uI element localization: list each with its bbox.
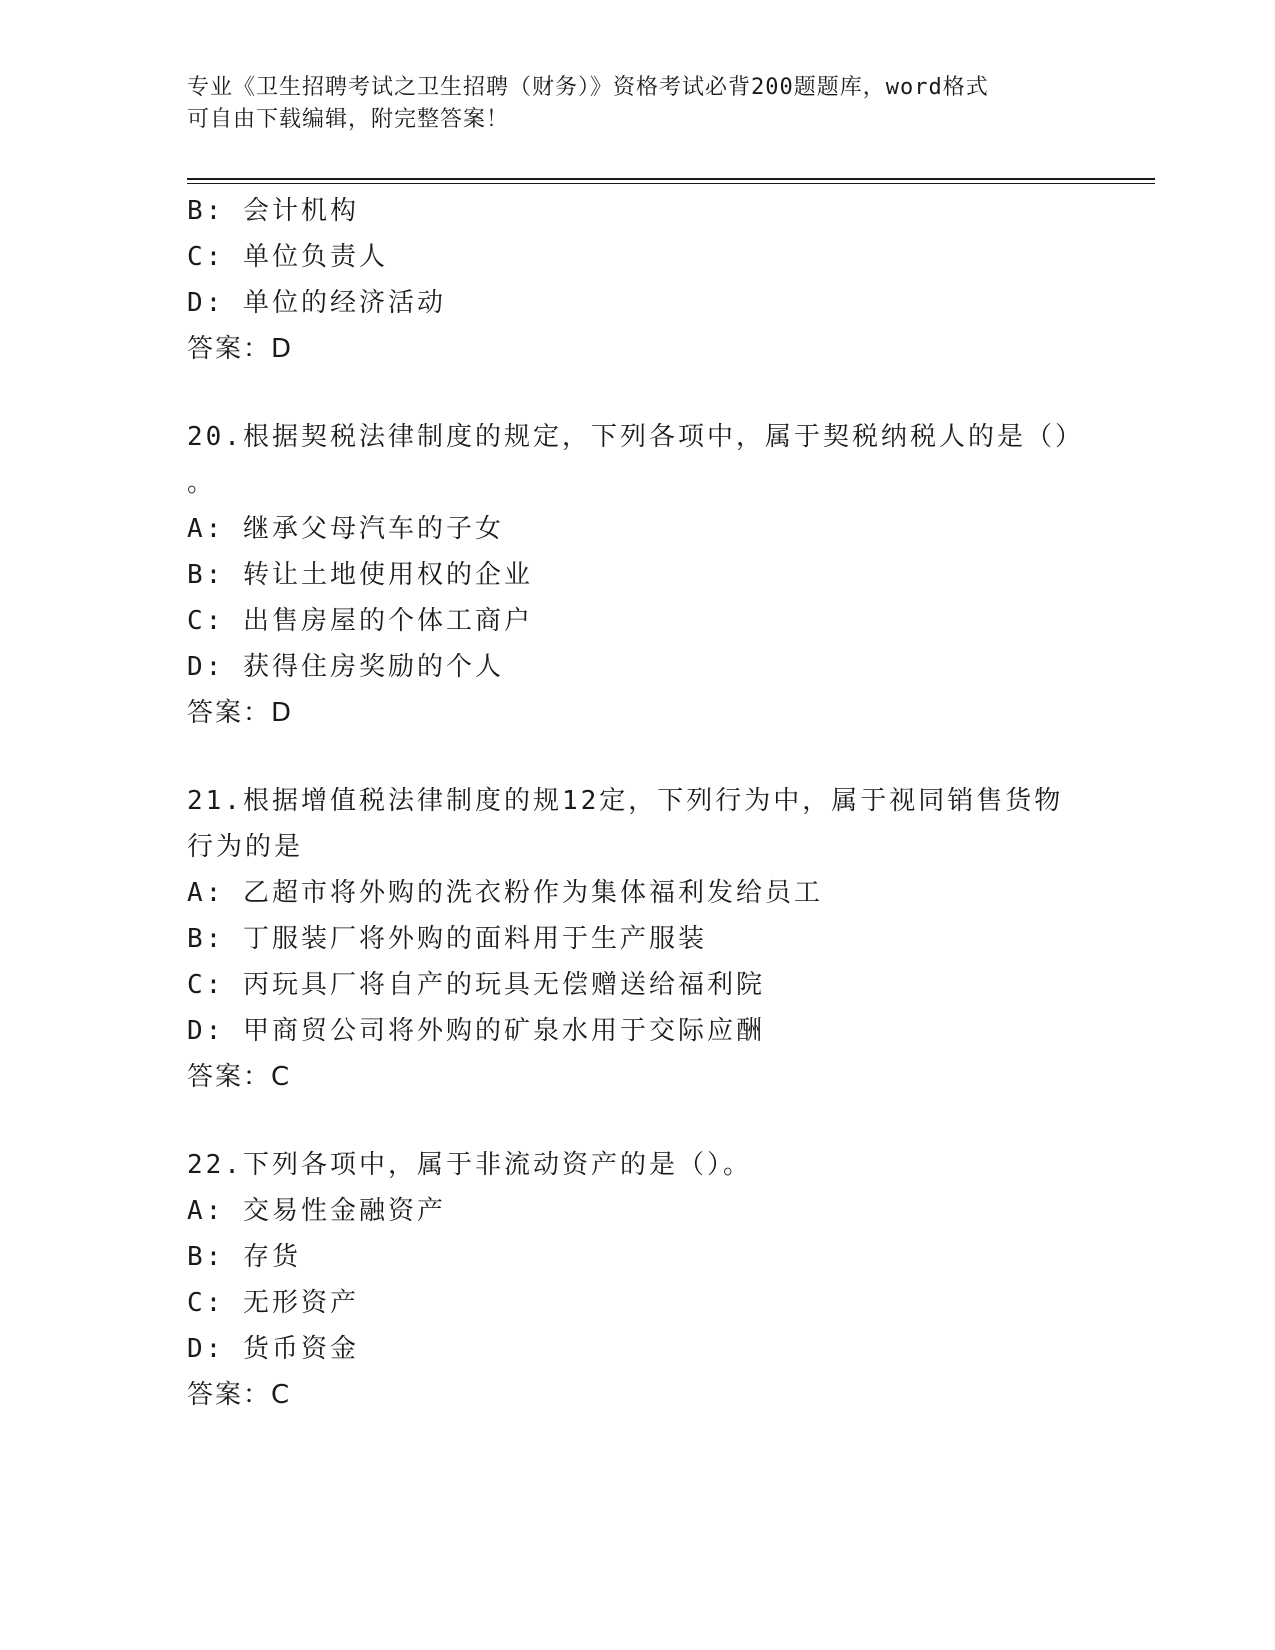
question-list (187, 188, 1084, 1418)
option-d: D: 单位的经济活动 (187, 288, 446, 318)
header-line-1: 专业《卫生招聘考试之卫生招聘（财务）》资格考试必背200题题库，word格式 (187, 75, 989, 100)
option-b: B: 会计机构 (187, 196, 359, 226)
option-c: C: 无形资产 (187, 1288, 359, 1318)
question-22 (187, 1142, 1067, 1418)
spacer (187, 372, 1067, 414)
question-text-line-2: 行为的是 (187, 832, 304, 862)
question-21 (187, 778, 1067, 1100)
answer: 答案：D (187, 334, 294, 364)
spacer (187, 1100, 1067, 1142)
spacer (187, 736, 1067, 778)
option-d: D: 货币资金 (187, 1334, 359, 1364)
question-text-line-1: 20.根据契税法律制度的规定，下列各项中，属于契税纳税人的是（） (187, 422, 1084, 452)
question-text-line-1: 21.根据增值税法律制度的规12定，下列行为中，属于视同销售货物 (187, 786, 1064, 816)
question-text-line-2: 。 (187, 468, 217, 498)
question-19-continued (187, 188, 1067, 372)
option-d: D: 获得住房奖励的个人 (187, 652, 504, 682)
option-b: B: 存货 (187, 1242, 301, 1272)
header-line-2: 可自由下载编辑，附完整答案！ (187, 107, 510, 132)
option-b: B: 转让土地使用权的企业 (187, 560, 533, 590)
option-b: B: 丁服装厂将外购的面料用于生产服装 (187, 924, 707, 954)
option-c: C: 单位负责人 (187, 242, 388, 272)
answer: 答案：C (187, 1380, 292, 1410)
option-c: C: 出售房屋的个体工商户 (187, 606, 533, 636)
answer: 答案：C (187, 1062, 292, 1092)
header-divider-thin (187, 183, 1155, 184)
option-d: D: 甲商贸公司将外购的矿泉水用于交际应酬 (187, 1016, 765, 1046)
document-header (187, 72, 1067, 136)
option-a: A: 交易性金融资产 (187, 1196, 446, 1226)
question-text-line-1: 22.下列各项中，属于非流动资产的是（）。 (187, 1150, 752, 1180)
header-divider-thick (187, 178, 1155, 180)
option-a: A: 继承父母汽车的子女 (187, 514, 504, 544)
answer: 答案：D (187, 698, 294, 728)
option-c: C: 丙玩具厂将自产的玩具无偿赠送给福利院 (187, 970, 765, 1000)
option-a: A: 乙超市将外购的洗衣粉作为集体福利发给员工 (187, 878, 823, 908)
question-20 (187, 414, 1084, 736)
